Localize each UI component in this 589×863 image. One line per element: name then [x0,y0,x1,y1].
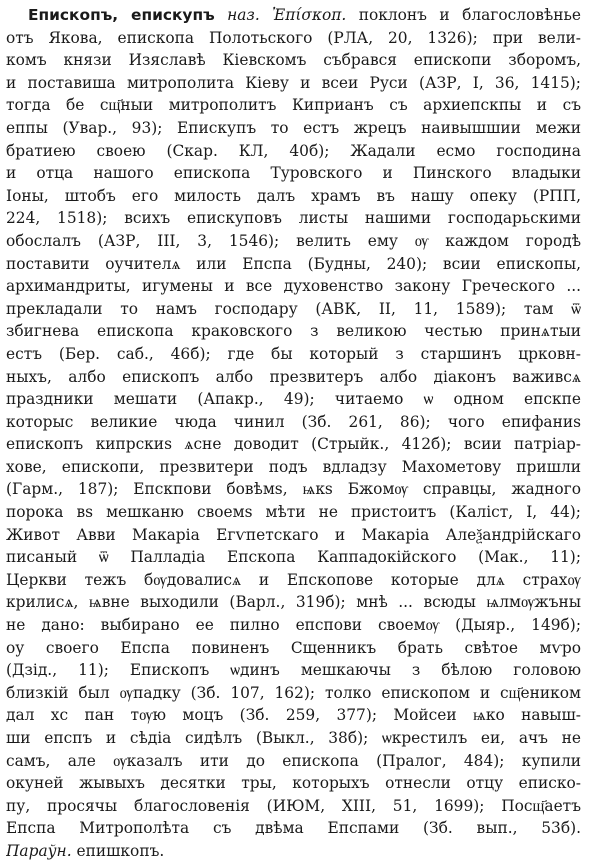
entry-line: самъ, але ѹказалъ ити до епископа (Пралог, 484); купили [6,751,581,770]
entry-line: (Гарм., 187); Епскпови бовѣмѕ, ѩкѕ Бжомѹ справцы, жадного [6,480,581,499]
entry-line: естъ (Бер. саб., 46б); где бы который з старшинъ црковн- [6,344,581,363]
entry-line [6,840,581,863]
entry-line: и поставиша митрополита Кіеву и всеи Руси (АЗР, І, 36, 1415); [6,73,581,92]
entry-line: Іоны, штобъ его милость далъ храмъ въ нашу опеку (РПП, [6,186,581,205]
entry-line: епископъ кипрскиѕ ѧсне доводит (Стрыйк., 412б); всии патріар- [6,435,581,454]
entry-line: поставити оучителѧ или Епспа (Будны, 240); всии епископы, [6,254,581,273]
entry-line: братиею своею (Скар. КЛ, 40б); Жадали есмо господина [6,141,581,160]
entry-line: пу, просячы благословенія (ИЮМ, ХІІІ, 51, 1699); Посщ҃аетъ [6,796,581,815]
dialect-label: Параўн. [6,841,72,860]
entry-line [6,4,581,27]
entry-line: ныхъ, албо епископъ албо презвитеръ албо діаконъ важивсѧ [6,367,581,386]
entry-line: еппы (Увар., 93); Епискупъ то естъ жрецъ наивышшии межи [6,118,581,137]
entry-line: прекладали то намъ господару (АВК, ІІ, 11, 1589); там ѿ [6,299,581,318]
entry-line: (Дзід., 11); Епископъ ѡдинъ мешкаючы з бѣлою головою [6,661,581,680]
entry-line: тогда бе сщ҃ныи митрополитъ Киприанъ съ архиепскпы и съ [6,96,581,115]
grammatical-label: наз. [227,6,260,24]
entry-line: и отца нашого епископа Туровского и Пинского владыки [6,164,581,183]
dialect-form: епишкопъ. [76,841,165,860]
entry-line: архимандриты, игумены и все духовенство закону Греческого ... [6,277,581,296]
dictionary-entry [6,4,581,863]
entry-line: ши епспъ и сѣдіа сидѣлъ (Выкл., 38б); ѡкрестилъ еи, ачъ не [6,729,581,747]
entry-line: отъ Якова, епископа Полотьского (РЛА, 20, 1326); при вели- [6,28,581,47]
entry-line: хове, епископи, презвитери подъ вдладзу Махометову пришли [6,457,581,476]
entry-line: 224, 1518); всихъ епискуповъ листы нашими господарьскими [6,209,581,228]
entry-line: крилисѧ, ѩвне выходили (Варл., 319б); мнѣ ... всюды ѩлмѹжъны [6,593,581,612]
entry-line: Епспа Митрополѣта съ двѣма Епспами (Зб. вып., 53б). [6,819,581,838]
entry-line: дал хс пан тѹю моцъ (Зб. 259, 377); Мойсеи ѩко навыш- [6,706,581,725]
entry-line: праздники мешати (Апакр., 49); читаемо ѡ одном епскпе [6,390,581,409]
headword: Епископъ, епискупъ [28,6,215,24]
entry-line: Живот Авви Макаріа Егѵпетскаго и Макаріа Алеѯандрійскаго [6,525,581,544]
entry-line: которыс великие чюда чинил (Зб. 261, 86); чого епифаниѕ [6,412,581,431]
entry-line: окуней жывыхъ десятки тры, которыхъ отнесли отцу еписко- [6,774,581,793]
entry-line: комъ князи Изяславѣ Кіевскомъ събрався епископи зборомъ, [6,51,581,70]
entry-line: писаный ѿ Палладіа Епскопа Каппадокійского (Мак., 11); [6,548,581,567]
entry-line: обослалъ (АЗР, ІІІ, 3, 1546); велить ему ѹ каждом городѣ [6,231,581,250]
entry-line: не дано: выбирано ее пилно епспови своемѹ (Дыяр., 149б); [6,616,581,635]
entry-line: збигнева епископа краковского з великою честью принѧтыи [6,322,581,341]
entry-line: Церкви тежъ бѹдовалисѧ и Епскопове которые длѧ страхѹ [6,570,581,589]
entry-line: оу своего Епспа повиненъ Сщенникъ брать свѣтое мѵро [6,638,581,657]
etymon: Ἐπίσκοπ. [272,6,347,24]
entry-text: поклонъ и благословѣнье [346,6,581,24]
entry-line: близкій был ѹпадку (Зб. 107, 162); толко епископом и сщ҃еником [6,683,581,702]
entry-line: порока вѕ мешканю своемѕ мѣти не пристоитъ (Каліст, І, 44); [6,503,581,522]
